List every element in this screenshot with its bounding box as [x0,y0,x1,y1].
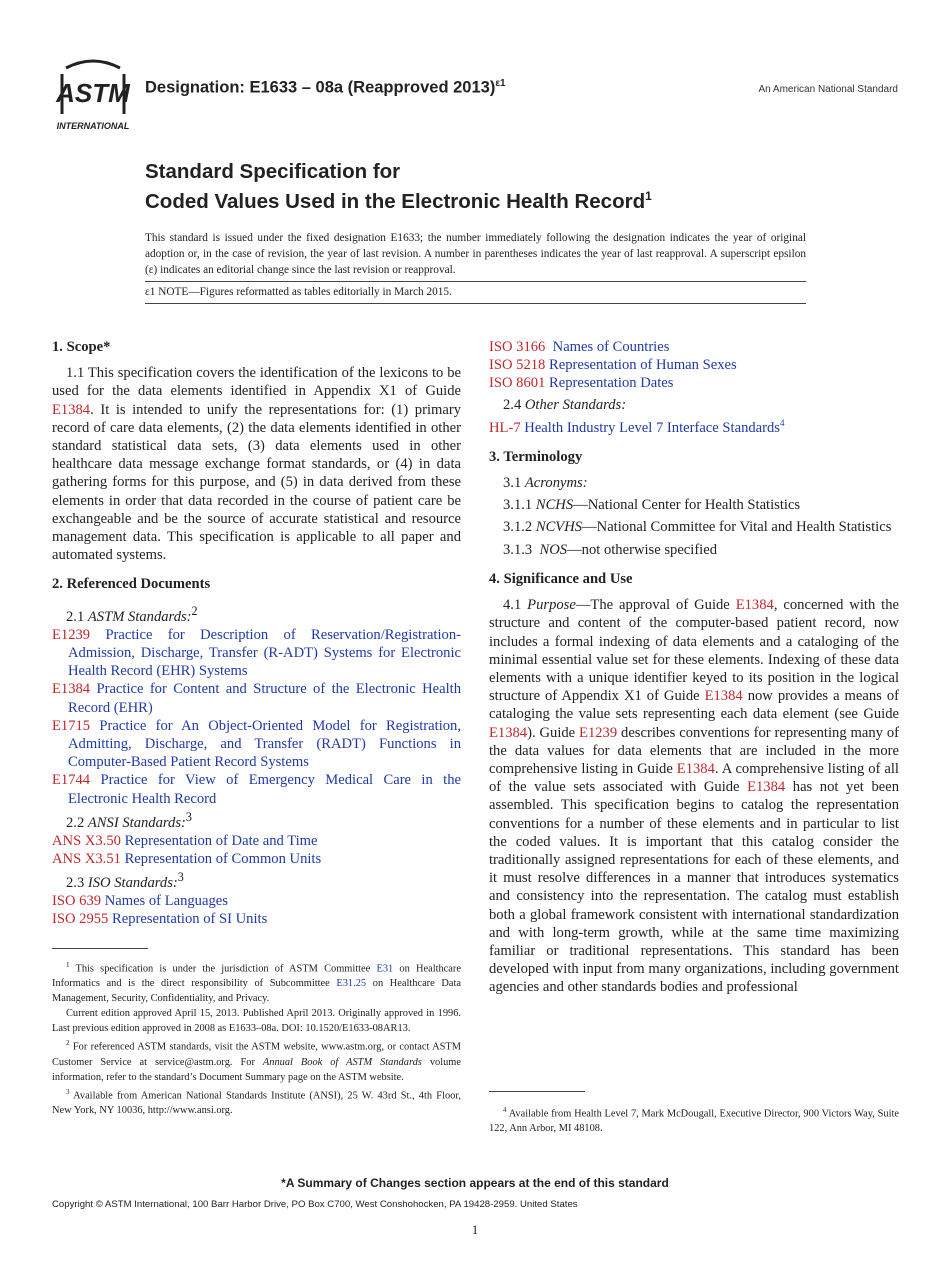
purpose-label: Purpose [527,597,576,614]
svg-text:ASTM: ASTM [56,78,130,108]
purpose-text: —The approval of Guide [575,597,736,614]
ansi-standards-heading [52,808,461,832]
divider [145,281,806,282]
iso-sup: 3 [177,870,184,885]
reference-code[interactable]: ISO 3166 [489,339,546,355]
title-line-1: Standard Specification for [145,160,401,183]
purpose-paragraph [489,596,899,996]
acronym-term: NCHS [535,497,574,514]
link-e1384[interactable]: E1384 [747,779,786,796]
footnote-num: 2 [66,1039,70,1048]
acronym-term: NCVHS [535,519,583,536]
acronym-item [489,541,899,559]
summary-of-changes-note: *A Summary of Changes section appears at the end of this standard [281,1176,669,1190]
acronyms-heading [489,474,899,492]
acronym-num: 3.1.2 [503,519,536,536]
purpose-text: now provides a means of cataloging the value sets representing each data element (see Guide [489,688,899,723]
ansi-label: 2.2 [66,814,88,831]
reference-title[interactable]: Representation Dates [545,375,674,392]
footnote-text: This specification is under the jurisdiction of ASTM Committee [75,963,377,975]
footnote-italic: Annual Book of ASTM Standards [262,1056,422,1068]
reference-title[interactable]: Names of Languages [101,893,228,910]
divider [145,303,806,304]
footnote-text: For referenced ASTM standards, visit the ASTM website, www.astm.org, or contact ASTM Customer Service at service@astm.org. For [52,1041,461,1068]
other-italic: Other Standards: [524,396,627,413]
reference-code[interactable]: E1239 [52,626,91,643]
acronym-def: —National Center for Health Statistics [573,497,801,514]
footnote-1 [52,958,461,1006]
title-footnote-ref: 1 [645,189,652,203]
reference-title[interactable]: Practice for Content and Structure of the Electronic Health Record (EHR) [68,681,461,716]
footnote-divider [489,1091,585,1092]
link-e1239[interactable]: E1239 [579,724,618,741]
footnote-text: volume information, refer to the standard’s Document Summary page on the ASTM website. [52,1056,461,1083]
page-number: 1 [471,1222,479,1237]
footnote-num: 3 [66,1087,70,1096]
reference-item[interactable] [489,374,899,392]
reference-code[interactable]: ANS X3.51 [52,851,121,867]
purpose-text: . A comprehensive listing of all of the value sets associated with Guide [489,760,899,796]
reference-title[interactable]: Representation of SI Units [108,911,268,928]
reference-item[interactable] [52,771,461,807]
link-e31[interactable]: E31 [376,963,394,975]
ansi-italic: ANSI Standards: [87,814,186,831]
scope-heading: 1. Scope* [52,339,111,355]
purpose-text: has not yet been assembled. This specification begins to catalog the representation conventions for a number of these elements and in particular to list the coded values. It is important that this catalog consider the traditionally assigned representations for each of these elements, and it must resolve differences in a manner that introduces systematics and consistency into the representation. The catalog must establish both a global framework consistent with international standardization and with long-term growth, while at the same time maximizing familiar or traditional representations. This standard has been developed with input from many organizations, including government agencies and other standards bodies and professional [489,779,899,996]
national-standard-label: An American National Standard [758,84,898,95]
footnote-text: Available from Health Level 7, Mark McDougall, Executive Director, 900 Victors Way, Suite 122, Ann Arbor, MI 48108. [489,1108,899,1135]
footnote-text: Available from American National Standards Institute (ANSI), 25 W. 43rd St., 4th Floor, New York, NY 10036, http://www.ansi.org. [52,1090,461,1117]
title-line-2 [145,184,652,214]
reference-title[interactable]: Names of Countries [545,339,670,355]
iso-standards-heading [52,868,461,892]
reference-sup: 4 [779,417,785,428]
acronym-item [489,496,899,514]
reference-title[interactable]: Representation of Date and Time [120,832,318,849]
acronym-num: 3.1.3 [503,541,540,558]
footnote-num: 1 [66,961,70,969]
reference-item[interactable] [489,414,899,437]
reference-code[interactable]: E1715 [52,717,91,734]
link-e1384[interactable]: E1384 [489,724,528,741]
purpose-text: , concerned with the structure and content of the computer-based patient record, now includes a formal indexing of data elements and a cataloging of the minimal essential value set for these elements. Indexing of these data elements with a unique identifier keyed to its position in the logical structure of Appendix X1 of Guide [489,597,899,705]
other-label: 2.4 [503,396,525,413]
reference-item[interactable] [52,832,461,850]
purpose-text: ). Guide [527,724,580,741]
reference-code[interactable]: HL-7 [489,419,521,436]
footnote-num: 4 [503,1106,507,1114]
referenced-documents-heading: 2. Referenced Documents [52,576,211,593]
reference-code[interactable]: ISO 639 [52,893,102,910]
designation-epsilon: ε1 [495,78,506,89]
link-e1384[interactable]: E1384 [676,760,715,777]
link-e1384[interactable]: E1384 [704,688,743,705]
footnote-text: on Healthcare Informatics and is the direct responsibility of Subcommittee [52,963,461,990]
iso-label: 2.3 [66,875,88,892]
reference-title[interactable]: Practice for Description of Reservation/Registration-Admission, Discharge, Transfer (R-ADT) Systems for Electronic Health Record (EHR) Systems [68,626,461,680]
designation-text: Designation: E1633 – 08a (Reapproved 2013) [145,78,496,97]
reference-code[interactable]: ANS X3.50 [52,832,121,849]
designation [145,78,506,98]
acronym-def: —not otherwise specified [567,541,718,558]
intro-paragraph: This standard is issued under the fixed designation E1633; the number immediately following the designation indicates the year of original adoption or, in the case of revision, the year of last revision. A number in parentheses indicates the year of last reapproval. A superscript epsilon (ε) indicates an editorial change since the last revision or reapproval. [145,232,806,276]
right-column [489,338,899,997]
astm-logo [52,58,134,132]
footnote-2 [52,1036,461,1084]
acronym-num: 3.1.1 [503,497,536,514]
reference-item[interactable] [52,680,461,716]
acronym-def: —National Committee for Vital and Health Statistics [582,519,892,536]
scope-paragraph [52,364,461,564]
title-line-2-text: Coded Values Used in the Electronic Health Record [145,189,646,213]
reference-item[interactable] [52,910,461,928]
reference-title[interactable]: Practice for An Object-Oriented Model for Registration, Admitting, Discharge, and Transfer (RADT) Functions in Computer-Based Patient Record Systems [68,717,461,771]
acronym-item [489,518,899,536]
copyright-line: Copyright © ASTM International, 100 Barr Harbor Drive, PO Box C700, West Conshohocken, PA 19428-2959. United States [52,1199,578,1210]
terminology-heading: 3. Terminology [489,448,583,465]
reference-code[interactable]: E1384 [52,681,91,698]
footnote-3 [52,1085,461,1118]
astm-sup: 2 [191,603,198,618]
document-title [145,160,652,214]
footnotes-right [489,1103,899,1136]
significance-heading: 4. Significance and Use [489,570,633,587]
astm-italic: ASTM Standards: [87,608,192,625]
acronym-term: NOS [539,541,568,558]
reference-title[interactable]: Representation of Human Sexes [545,357,737,374]
link-e31-25[interactable]: E31.25 [336,978,367,990]
reference-item[interactable] [52,892,461,910]
astm-label: 2.1 [66,608,88,625]
reference-title[interactable]: Practice for View of Emergency Medical Care in the Electronic Health Record [68,772,461,807]
other-standards-heading [489,396,899,414]
ansi-sup: 3 [185,809,192,824]
acronyms-label: 3.1 [503,475,525,492]
reference-title[interactable]: Health Industry Level 7 Interface Standards [520,419,780,436]
footnotes-left [52,958,461,1118]
acronyms-italic: Acronyms: [524,475,588,492]
scope-text-2: . It is intended to unify the representations for: (1) primary record of care data elements, (2) the data elements identified in other standard statistical data sets, (3) data elements used in other healthcare data message exchange format standards, or (4) in data gathering forms for this purpose, and (5) in data derived from these elements in order that data recorded in the course of patient care be exchangeable and be the source of accurate statistical and resource management data. This specification is applicable to all paper and automated systems. [52,401,461,564]
astm-standards-heading [52,602,461,626]
reference-title[interactable]: Representation of Common Units [120,851,322,867]
footnote-divider [52,948,148,949]
reference-code[interactable]: ISO 2955 [52,911,109,928]
left-column [52,338,461,929]
link-e1384[interactable]: E1384 [52,401,91,418]
iso-italic: ISO Standards: [87,875,178,892]
reference-item[interactable] [489,356,899,374]
link-e1384[interactable]: E1384 [735,597,774,614]
footnote-4 [489,1103,899,1136]
purpose-text: describes conventions for representing many of the data values for data elements that are included in the more comprehensive listing in Guide [489,724,899,777]
footnote-1-edition: Current edition approved April 15, 2013. Published April 2013. Originally approved in 1996. Last previous edition approved in 2008 as E1633–08a. DOI: 10.1520/E1633-08AR13. [52,1008,461,1035]
footnote-text: on Healthcare Data Management, Security, Confidentiality, and Privacy. [52,978,461,1005]
reference-code[interactable]: E1744 [52,772,91,789]
editorial-note: ε1 NOTE—Figures reformatted as tables editorially in March 2015. [145,286,452,298]
scope-text-1: 1.1 This specification covers the identification of the lexicons to be used for the data elements identified in Appendix X1 of Guide [52,365,461,400]
reference-item[interactable] [489,338,899,356]
reference-item[interactable] [52,717,461,772]
purpose-num: 4.1 [503,597,528,614]
reference-item[interactable] [52,850,461,868]
reference-code[interactable]: ISO 5218 [489,357,546,374]
logo-text: INTERNATIONAL [56,121,130,131]
reference-item[interactable] [52,626,461,681]
reference-code[interactable]: ISO 8601 [489,375,546,392]
